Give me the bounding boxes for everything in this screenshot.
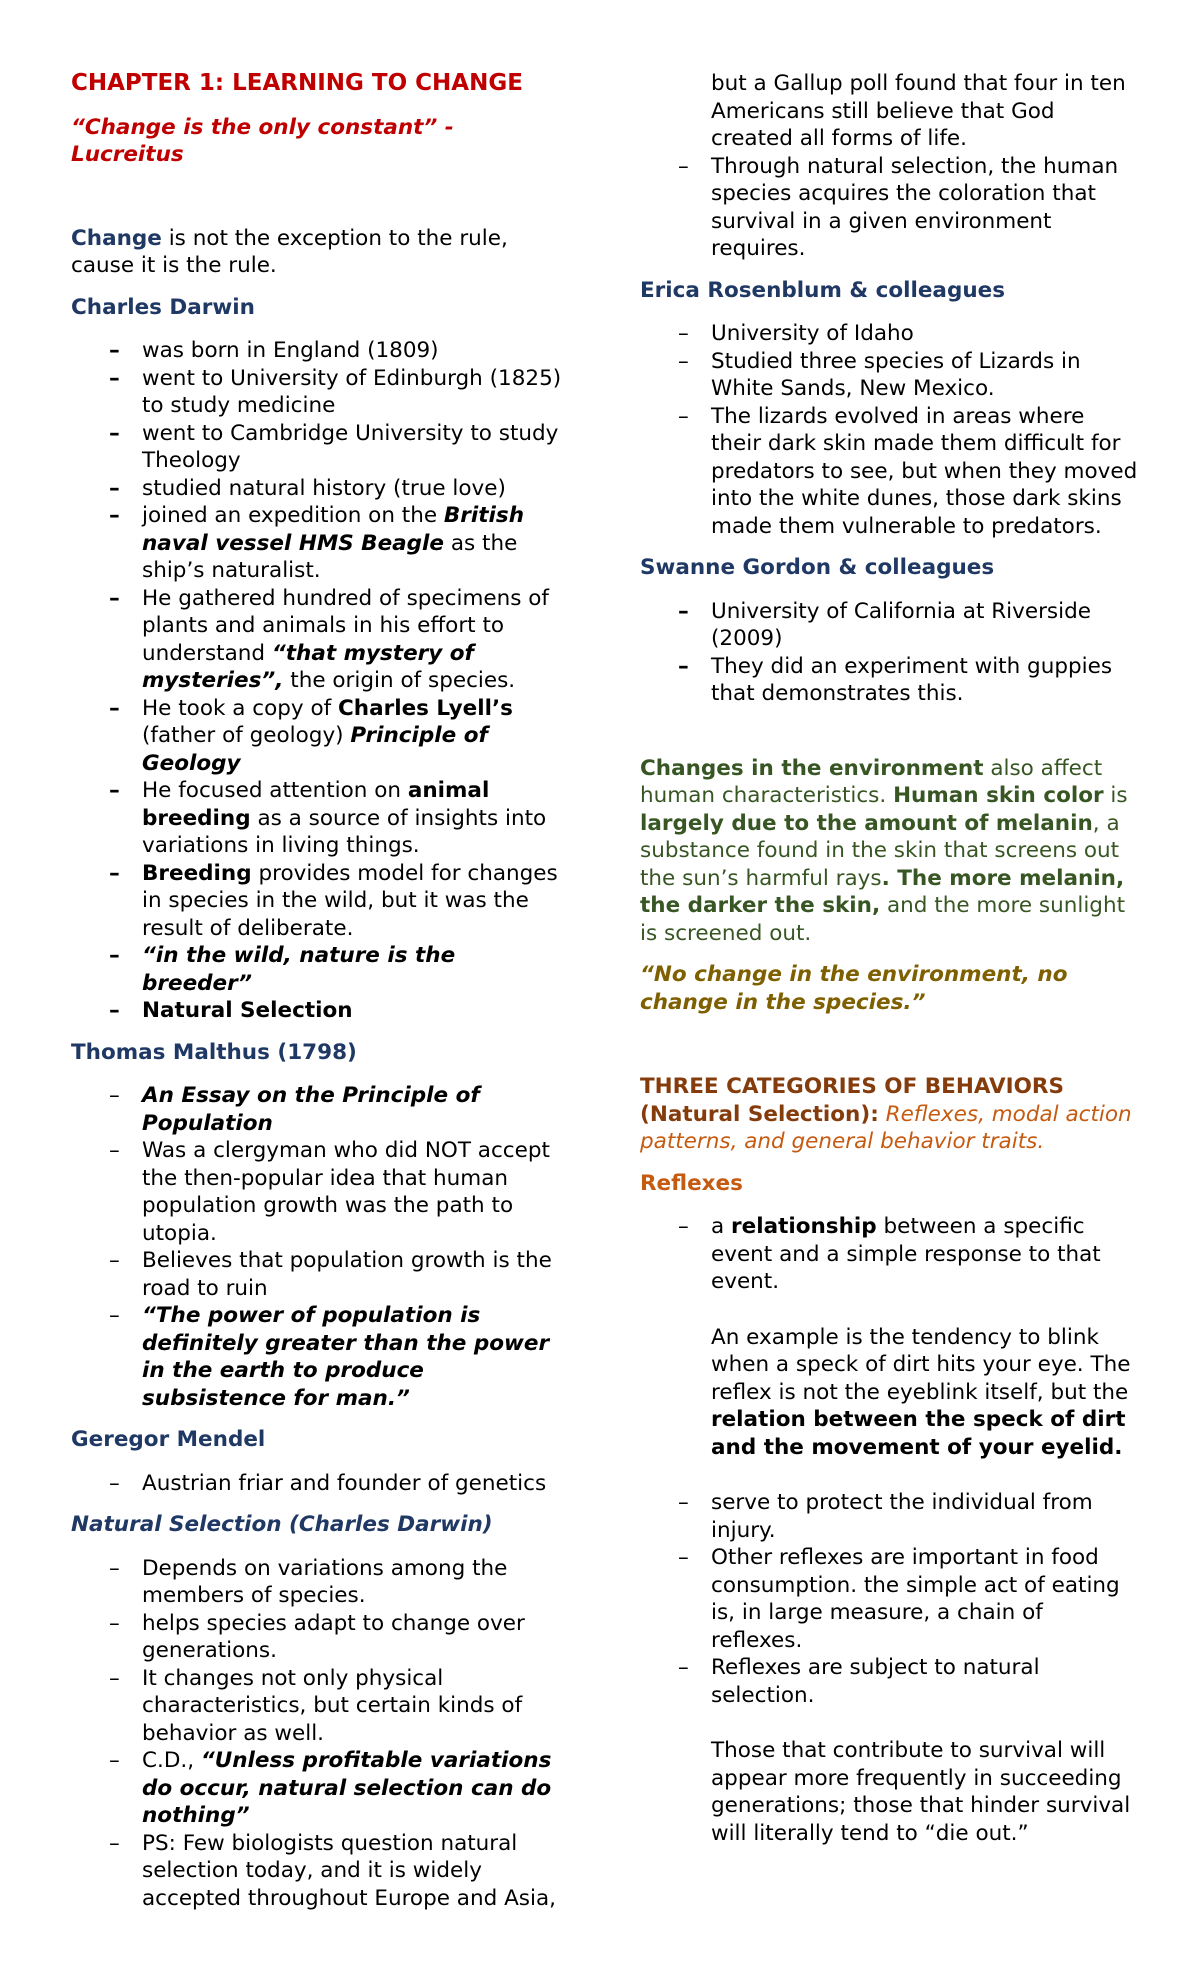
list-item: – “in the wild, nature is the breeder”	[109, 943, 456, 996]
list-item: – a relationship between a specific event and a simple response to that event.	[678, 1214, 1101, 1294]
reflex-closing: Those that contribute to survival will appear more frequently in succeeding generations; those that hinder survival will literally tend to “die out.”	[711, 1738, 1131, 1846]
natsel-heading: Natural Selection (Charles Darwin)	[71, 1512, 493, 1537]
ps-continued: but a Gallup poll found that four in ten Americans still believe that God created all forms of life.	[711, 71, 1126, 151]
list-item: – PS: Few biologists question natural selection today, and it is widely accepted throughout Europe and Asia,	[109, 1830, 556, 1911]
list-item: – They did an experiment with guppies that demonstrates this.	[678, 653, 1113, 706]
list-item: – Believes that population growth is the road to ruin	[109, 1248, 552, 1301]
right-column	[640, 70, 1140, 1847]
list-item: – An Essay on the Principle of Population	[109, 1083, 480, 1136]
intro-bold: Change	[71, 225, 162, 251]
left-column	[71, 70, 571, 1912]
list-item: – was born in England (1809)	[109, 338, 439, 363]
epigraph: “Change is the only constant” - Lucreitus	[71, 114, 454, 167]
list-item: – Studied three species of Lizards in White Sands, New Mexico.	[678, 348, 1081, 401]
list-item: – He gathered hundred of specimens of plants and animals in his effort to understand “that mystery of mysteries”, the origin of species.	[109, 585, 549, 693]
chapter-title: CHAPTER 1: LEARNING TO CHANGE	[71, 70, 523, 96]
list-item: – The lizards evolved in areas where their dark skin made them difficult for predators to see, but when they moved into the white dunes, those dark skins made them vulnerable to predators.	[678, 403, 1138, 539]
list-item: – Natural Selection	[109, 998, 353, 1023]
list-item: – It changes not only physical characteristics, but certain kinds of behavior as well.	[109, 1665, 523, 1746]
list-item: – University of Idaho	[678, 321, 914, 346]
gordon-heading: Swanne Gordon & colleagues	[640, 555, 995, 580]
reflexes-list-2	[640, 1489, 1140, 1709]
list-item: – studied natural history (true love)	[109, 475, 506, 501]
reflexes-heading: Reflexes	[640, 1170, 743, 1196]
rosenblum-list	[640, 320, 1140, 540]
list-item: – went to University of Edinburgh (1825) to study medicine	[109, 365, 562, 418]
environment-paragraph: Changes in the environment also affect human characteristics. Human skin color is largely due to the amount of melanin, a substance found in the skin that screens out the sun’s harmful rays. The more melanin, the darker the skin, and the more sunlight is screened out.	[640, 755, 1128, 946]
three-categories-heading: THREE CATEGORIES OF BEHAVIORS	[640, 1074, 1064, 1099]
intro-paragraph	[71, 225, 571, 280]
list-item: – He took a copy of Charles Lyell’s (father of geology) Principle of Geology	[109, 695, 513, 776]
rosenblum-heading: Erica Rosenblum & colleagues	[640, 277, 1006, 303]
list-item: – Through natural selection, the human species acquires the coloration that survival in a given environment requires.	[678, 153, 1119, 261]
gordon-list	[640, 598, 1140, 708]
malthus-list	[71, 1082, 571, 1412]
mendel-list	[71, 1470, 571, 1498]
list-item: – Other reflexes are important in food consumption. the simple act of eating is, in large measure, a chain of reflexes.	[678, 1545, 1120, 1653]
malthus-heading: Thomas Malthus (1798)	[71, 1039, 357, 1065]
list-item: – went to Cambridge University to study Theology	[109, 420, 559, 473]
list-item: – “The power of population is definitely greater than the power in the earth to produce subsistence for man.”	[109, 1303, 550, 1411]
list-item: – Was a clergyman who did NOT accept the then-popular idea that human population growth was the path to utopia.	[109, 1138, 550, 1246]
list-item: – Reflexes are subject to natural selection.	[678, 1655, 1040, 1708]
coloration-list	[640, 153, 1140, 263]
list-item: – serve to protect the individual from injury.	[678, 1490, 1093, 1543]
list-item: – helps species adapt to change over generations.	[109, 1610, 525, 1663]
three-categories-sub: (Natural Selection): Reflexes, modal action patterns, and general behavior traits.	[640, 1101, 1132, 1154]
list-item: – He focused attention on animal breeding as a source of insights into variations in living things.	[109, 778, 547, 858]
natsel-list	[71, 1555, 571, 1913]
list-item: – Depends on variations among the members of species.	[109, 1555, 508, 1608]
mendel-heading: Geregor Mendel	[71, 1427, 266, 1452]
darwin-list	[71, 337, 571, 1025]
reflexes-list	[640, 1213, 1140, 1296]
darwin-heading: Charles Darwin	[71, 294, 255, 320]
no-change-quote: “No change in the environment, no change in the species.”	[640, 962, 1068, 1015]
list-item: – Austrian friar and founder of genetics	[109, 1470, 547, 1496]
reflex-example: An example is the tendency to blink when a speck of dirt hits your eye. The reflex is not the eyeblink itself, but the relation between the speck of dirt and the movement of your eyelid.	[711, 1324, 1131, 1460]
list-item: – Breeding provides model for changes in species in the wild, but it was the result of deliberate.	[109, 860, 558, 941]
list-item: – University of California at Riverside (2009)	[678, 598, 1091, 651]
list-item: – C.D., “Unless profitable variations do occur, natural selection can do nothing”	[109, 1748, 552, 1828]
intro-text: is not the exception to the rule, cause it is the rule.	[71, 225, 508, 278]
list-item: – joined an expedition on the British naval vessel HMS Beagle as the ship’s naturalist.	[109, 503, 525, 583]
